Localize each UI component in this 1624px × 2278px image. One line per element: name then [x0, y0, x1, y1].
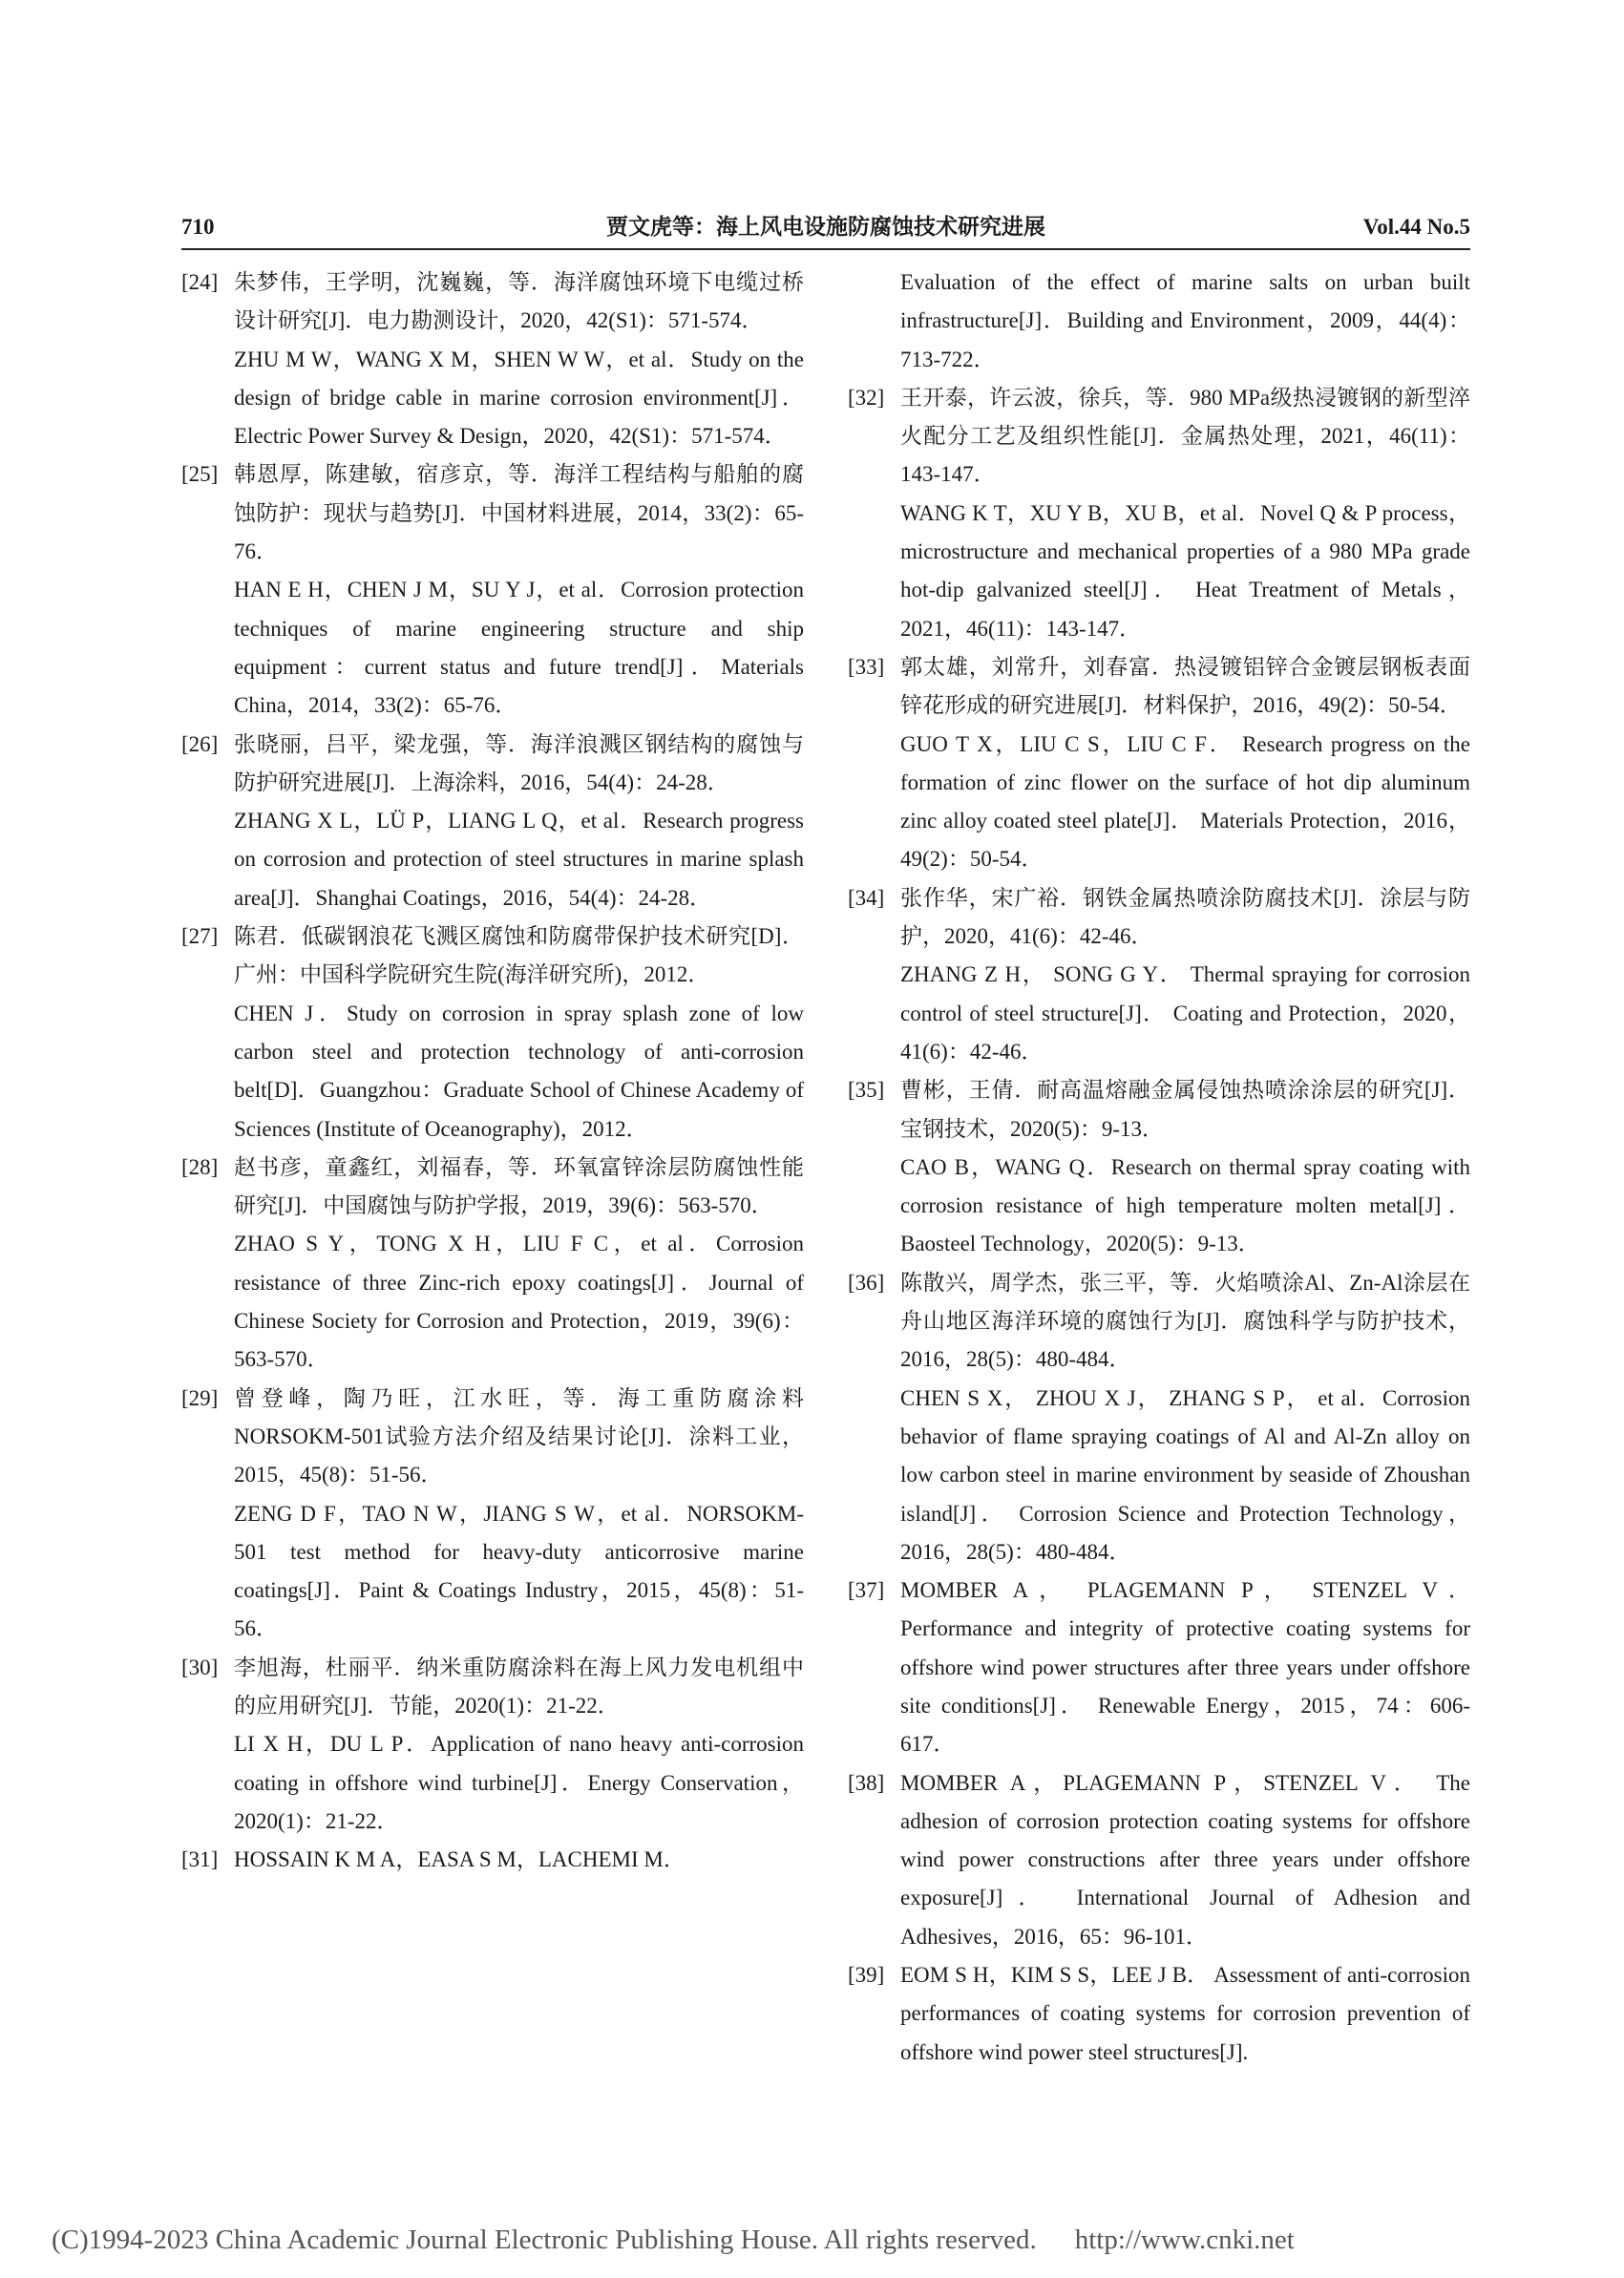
right-column: [848, 264, 1470, 2072]
reference-number: [30]: [181, 1655, 219, 1679]
reference-chinese: 曾登峰，陶乃旺，江水旺，等．海工重防腐涂料NORSOKM-501试验方法介绍及结果讨论[J]．涂料工业，2015，45(8)：51-56．: [234, 1385, 804, 1487]
reference-number: [24]: [181, 270, 219, 294]
running-title: 贾文虎等：海上风电设施防腐蚀技术研究进展: [606, 215, 1045, 239]
reference-number: [34]: [848, 885, 885, 910]
reference-english: CAO B，WANG Q．Research on thermal spray coating with corrosion resistance of high temperature molten metal[J]．Baosteel Technology，2020(5)：9-13．: [900, 1154, 1470, 1256]
reference-number: [37]: [848, 1578, 885, 1603]
reference-entry: [181, 1841, 804, 1879]
reference-chinese: 王开泰，许云波，徐兵，等．980 MPa级热浸镀钢的新型淬火配分工艺及组织性能[J]．金属热处理，2021，46(11)：143-147．: [900, 385, 1470, 487]
reference-chinese: 陈散兴，周学杰，张三平，等．火焰喷涂Al、Zn-Al涂层在舟山地区海洋环境的腐蚀行为[J]．腐蚀科学与防护技术，2016，28(5)：480-484．: [900, 1270, 1470, 1372]
volume-issue: Vol.44 No.5: [1362, 215, 1470, 239]
reference-english: MOMBER A， PLAGEMANN P， STENZEL V．Performance and integrity of protective coating systems for offshore wind power structures after three years under offshore site conditions[J]． Renewable Energy，2015，74：606-617．: [900, 1578, 1470, 1757]
reference-chinese: 韩恩厚，陈建敏，宿彦京，等．海洋工程结构与船舶的腐蚀防护：现状与趋势[J]．中国材料进展，2014，33(2)：65-76．: [234, 462, 804, 564]
reference-entry: [848, 1956, 1470, 2072]
reference-chinese: 张作华，宋广裕．钢铁金属热喷涂防腐技术[J]．涂层与防护，2020，41(6)：42-46．: [900, 885, 1470, 949]
reference-entry: [181, 726, 804, 918]
reference-english: HOSSAIN K M A，EASA S M，LACHEMI M．: [234, 1847, 685, 1872]
reference-english: ZHU M W，WANG X M，SHEN W W，et al．Study on the design of bridge cable in marine corrosion environment[J]． Electric Power Survey & Design，2020，42(S1)：571-574．: [234, 347, 804, 449]
reference-entry: [848, 648, 1470, 879]
reference-entry: [181, 1149, 804, 1380]
reference-chinese: 赵书彦，童鑫红，刘福春，等．环氧富锌涂层防腐蚀性能研究[J]．中国腐蚀与防护学报，2019，39(6)：563-570．: [234, 1154, 804, 1218]
reference-number: [29]: [181, 1385, 219, 1410]
reference-entry: [181, 918, 804, 1149]
copyright-notice: (C)1994-2023 China Academic Journal Electronic Publishing House. All rights reserved.: [52, 2225, 1037, 2255]
reference-english: HAN E H，CHEN J M，SU Y J，et al．Corrosion protection techniques of marine engineering structure and ship equipment：current status and future trend[J]．Materials China，2014，33(2)：65-76．: [234, 578, 804, 718]
reference-chinese: 张晓丽，吕平，梁龙强，等．海洋浪溅区钢结构的腐蚀与防护研究进展[J]．上海涂料，2016，54(4)：24-28．: [234, 731, 804, 794]
reference-chinese: 陈君．低碳钢浪花飞溅区腐蚀和防腐带保护技术研究[D]．广州：中国科学院研究生院(海洋研究所)，2012．: [234, 924, 804, 987]
reference-english: ZHAO S Y，TONG X H，LIU F C，et al．Corrosion resistance of three Zinc-rich epoxy coatings[J]．Journal of Chinese Society for Corrosion and Protection，2019，39(6)：563-570．: [234, 1232, 804, 1372]
reference-english: Evaluation of the effect of marine salts on urban built infrastructure[J]．Building and Environment，2009，44(4)：713-722．: [900, 270, 1470, 371]
reference-entry: [181, 1649, 804, 1841]
reference-number: [32]: [848, 385, 885, 410]
reference-chinese: 曹彬，王倩．耐高温熔融金属侵蚀热喷涂涂层的研究[J]．宝钢技术，2020(5)：9-13．: [900, 1078, 1470, 1141]
reference-number: [28]: [181, 1154, 219, 1179]
reference-number: [26]: [181, 731, 219, 756]
reference-number: [27]: [181, 924, 219, 949]
running-header: [181, 212, 1470, 246]
footer: [52, 2225, 1579, 2256]
reference-chinese: 朱梦伟，王学明，沈巍巍，等．海洋腐蚀环境下电缆过桥设计研究[J]．电力勘测设计，2020，42(S1)：571-574．: [234, 270, 804, 333]
reference-entry: [181, 455, 804, 725]
reference-english: GUO T X，LIU C S，LIU C F． Research progress on the formation of zinc flower on the surface of hot dip aluminum zinc alloy coated steel plate[J]． Materials Protection，2016，49(2)：50-54．: [900, 731, 1470, 872]
reference-entry: [848, 1264, 1470, 1571]
reference-entry: [848, 1071, 1470, 1263]
reference-english: WANG K T，XU Y B，XU B，et al．Novel Q & P process，microstructure and mechanical properties of a 980 MPa grade hot-dip galvanized steel[J]． Heat Treatment of Metals，2021，46(11)：143-147．: [900, 500, 1470, 641]
header-rule: [181, 248, 1470, 250]
reference-english: EOM S H，KIM S S，LEE J B． Assessment of anti-corrosion performances of coating systems for corrosion prevention of offshore wind power steel structures[J].: [900, 1963, 1470, 2064]
reference-number: [38]: [848, 1770, 885, 1795]
reference-english: CHEN J．Study on corrosion in spray splash zone of low carbon steel and protection technology of anti-corrosion belt[D]．Guangzhou：Graduate School of Chinese Academy of Sciences (Institute of Oceanography)，2012．: [234, 1001, 804, 1141]
reference-english: MOMBER A，PLAGEMANN P，STENZEL V． The adhesion of corrosion protection coating systems for offshore wind power constructions after three years under offshore exposure[J]． International Journal of Adhesion and Adhesives，2016，65：96-101．: [900, 1770, 1470, 1949]
reference-entry: [181, 1380, 804, 1649]
reference-entry: [848, 1764, 1470, 1956]
page-number: 710: [181, 215, 215, 239]
reference-entry: [181, 264, 804, 455]
reference-entry: [848, 379, 1470, 648]
footer-link[interactable]: http://www.cnki.net: [1074, 2225, 1295, 2255]
reference-number: [35]: [848, 1078, 885, 1103]
reference-entry: [848, 264, 1470, 379]
reference-number: [33]: [848, 654, 885, 679]
reference-english: ZENG D F，TAO N W，JIANG S W，et al．NORSOKM-501 test method for heavy-duty anticorrosive marine coatings[J]．Paint & Coatings Industry，2015，45(8)：51-56．: [234, 1501, 804, 1641]
left-column: [181, 264, 804, 1879]
reference-entry: [848, 1571, 1470, 1763]
reference-number: [39]: [848, 1963, 885, 1988]
reference-english: CHEN S X， ZHOU X J， ZHANG S P， et al．Corrosion behavior of flame spraying coatings of Al and Al-Zn alloy on low carbon steel in marine environment by seaside of Zhoushan island[J]． Corrosion Science and Protection Technology，2016，28(5)：480-484．: [900, 1385, 1470, 1564]
reference-english: ZHANG X L，LÜ P，LIANG L Q，et al．Research progress on corrosion and protection of steel structures in marine splash area[J]．Shanghai Coatings，2016，54(4)：24-28．: [234, 809, 804, 910]
reference-number: [25]: [181, 462, 219, 487]
reference-english: ZHANG Z H， SONG G Y． Thermal spraying for corrosion control of steel structure[J]． Coating and Protection，2020，41(6)：42-46．: [900, 962, 1470, 1064]
reference-number: [31]: [181, 1847, 219, 1872]
reference-number: [36]: [848, 1270, 885, 1295]
reference-entry: [848, 879, 1470, 1071]
reference-english: LI X H，DU L P．Application of nano heavy anti-corrosion coating in offshore wind turbine[J]．Energy Conservation，2020(1)：21-22．: [234, 1732, 804, 1833]
reference-chinese: 李旭海，杜丽平．纳米重防腐涂料在海上风力发电机组中的应用研究[J]．节能，2020(1)：21-22．: [234, 1655, 804, 1718]
reference-chinese: 郭太雄，刘常升，刘春富．热浸镀铝锌合金镀层钢板表面锌花形成的研究进展[J]．材料保护，2016，49(2)：50-54．: [900, 654, 1470, 718]
